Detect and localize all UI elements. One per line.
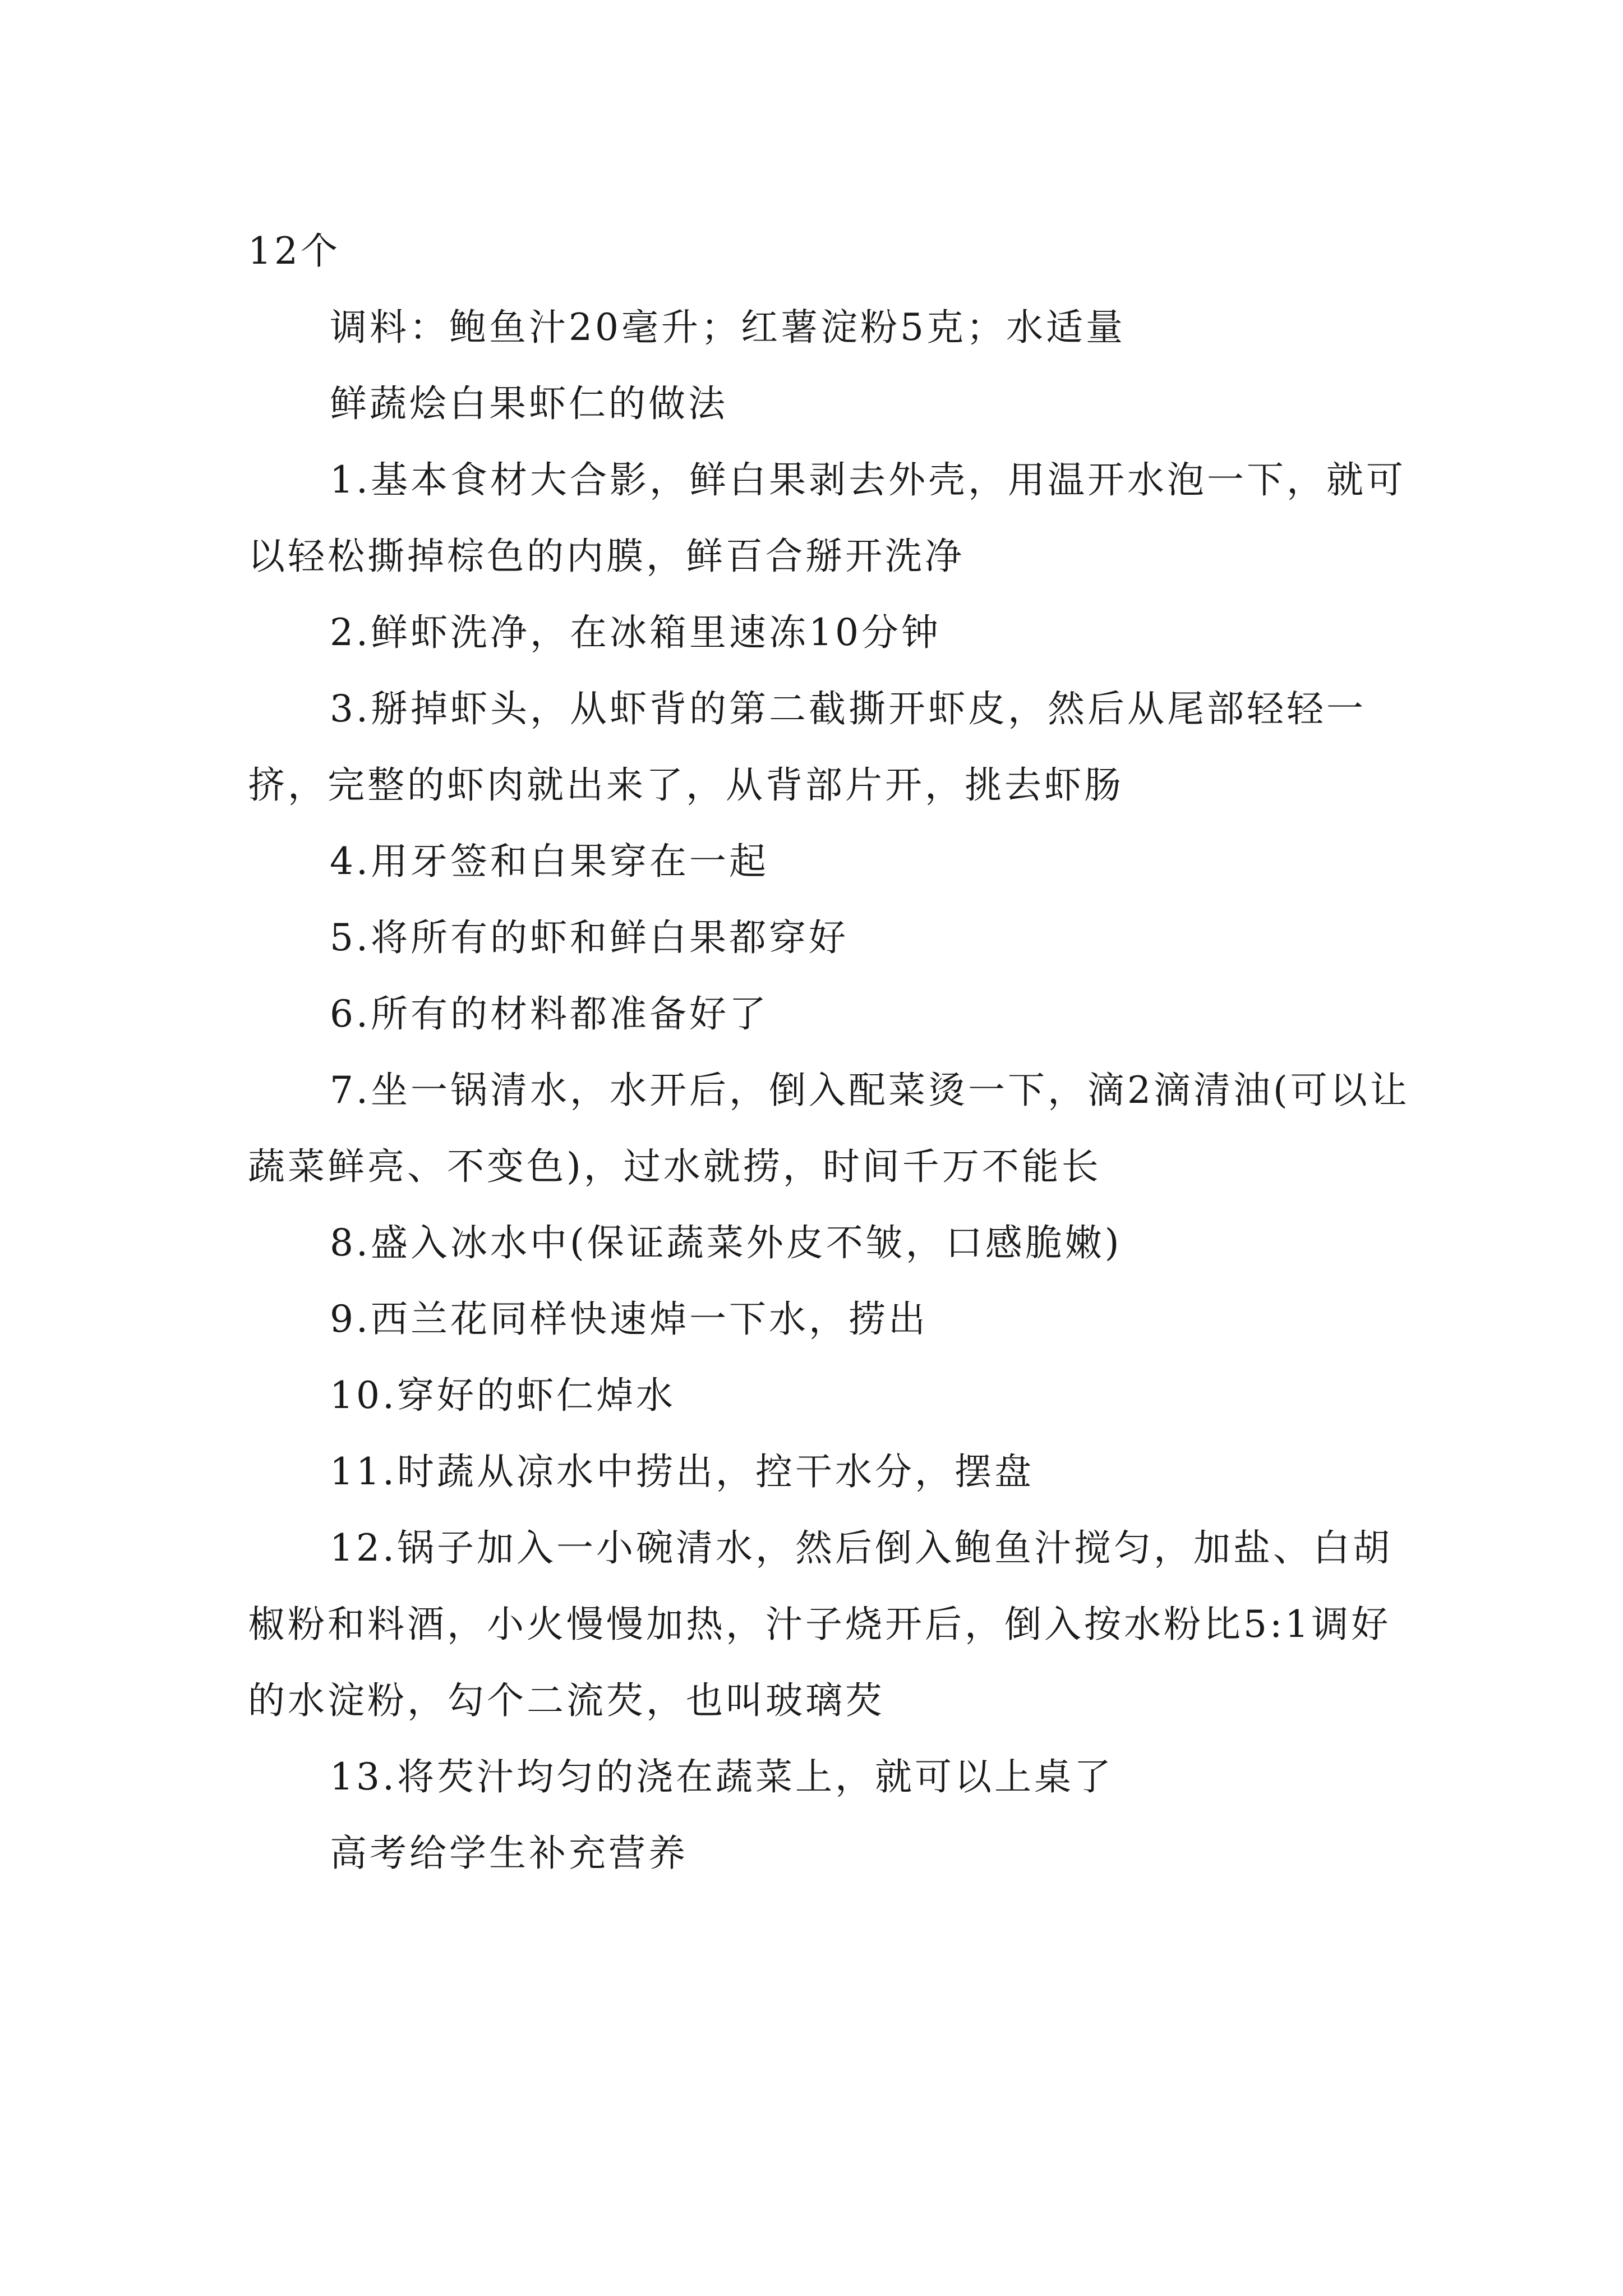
step-12: 12.锅子加入一小碗清水，然后倒入鲍鱼汁搅匀，加盐、白胡椒粉和料酒，小火慢慢加热，汁子烧开后，倒入按水粉比5:1调好的水淀粉，勾个二流芡，也叫玻璃芡 (248, 1526, 1393, 1722)
step-3: 3.掰掉虾头，从虾背的第二截撕开虾皮，然后从尾部轻轻一挤，完整的虾肉就出来了，从背部片开，挑去虾肠 (248, 687, 1366, 807)
step-11: 11.时蔬从凉水中捞出，控干水分，摆盘 (330, 1450, 1034, 1493)
step-7: 7.坐一锅清水，水开后，倒入配菜烫一下，滴2滴清油(可以让蔬菜鲜亮、不变色)，过水就捞，时间千万不能长 (248, 1069, 1410, 1188)
step-10: 10.穿好的虾仁焯水 (330, 1374, 676, 1417)
step-9: 9.西兰花同样快速焯一下水，捞出 (330, 1297, 928, 1341)
section-heading-nutrition: 高考给学生补充营养 (330, 1832, 688, 1875)
step-5: 5.将所有的虾和鲜白果都穿好 (330, 916, 849, 959)
paragraph-quantity: 12个 (248, 229, 340, 273)
step-1: 1.基本食材大合影，鲜白果剥去外壳，用温开水泡一下，就可以轻松撕掉棕色的内膜，鲜百合掰开洗净 (248, 458, 1406, 578)
step-2: 2.鲜虾洗净，在冰箱里速冻10分钟 (330, 611, 941, 654)
step-8: 8.盛入冰水中(保证蔬菜外皮不皱，口感脆嫩) (330, 1221, 1122, 1264)
document-body (248, 213, 1420, 1892)
step-6: 6.所有的材料都准备好了 (330, 992, 769, 1036)
paragraph-seasoning: 调料：鲍鱼汁20毫升；红薯淀粉5克；水适量 (330, 306, 1126, 349)
step-13: 13.将芡汁均匀的浇在蔬菜上，就可以上桌了 (330, 1755, 1114, 1798)
step-4: 4.用牙签和白果穿在一起 (330, 840, 769, 883)
recipe-heading: 鲜蔬烩白果虾仁的做法 (330, 382, 728, 425)
